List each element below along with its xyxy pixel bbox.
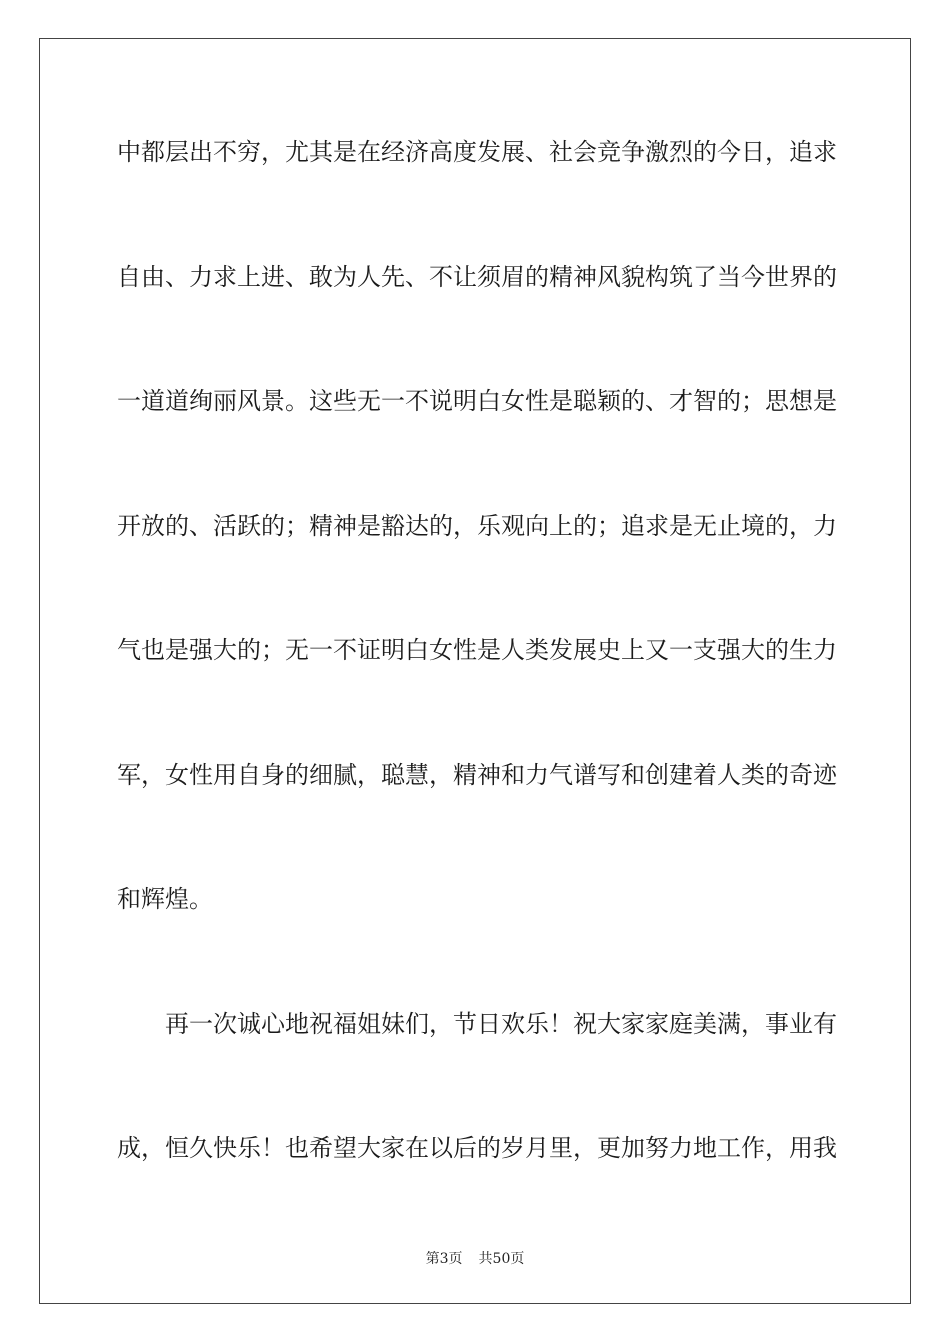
body-line-9: 成，恒久快乐！也希望大家在以后的岁月里，更加努力地工作，用我 (117, 1134, 837, 1162)
body-line-1: 中都层出不穷，尤其是在经济高度发展、社会竞争激烈的今日，追求 (117, 138, 837, 166)
body-line-4: 开放的、活跃的；精神是豁达的，乐观向上的；追求是无止境的，力 (117, 512, 837, 540)
body-line-6: 军，女性用自身的细腻，聪慧，精神和力气谱写和创建着人类的奇迹 (117, 761, 837, 789)
body-line-2: 自由、力求上进、敢为人先、不让须眉的精神风貌构筑了当今世界的 (117, 263, 837, 291)
body-line-5: 气也是强大的；无一不证明白女性是人类发展史上又一支强大的生力 (117, 636, 837, 664)
total-pages: 共50页 (478, 1251, 525, 1267)
body-line-3: 一道道绚丽风景。这些无一不说明白女性是聪颖的、才智的；思想是 (117, 387, 837, 415)
page-number: 第3页 (425, 1251, 463, 1267)
body-line-7: 和辉煌。 (117, 885, 213, 913)
page-footer (0, 1248, 950, 1268)
page-border (39, 38, 911, 1304)
body-line-8: 再一次诚心地祝福姐妹们，节日欢乐！祝大家家庭美满，事业有 (165, 1010, 837, 1038)
